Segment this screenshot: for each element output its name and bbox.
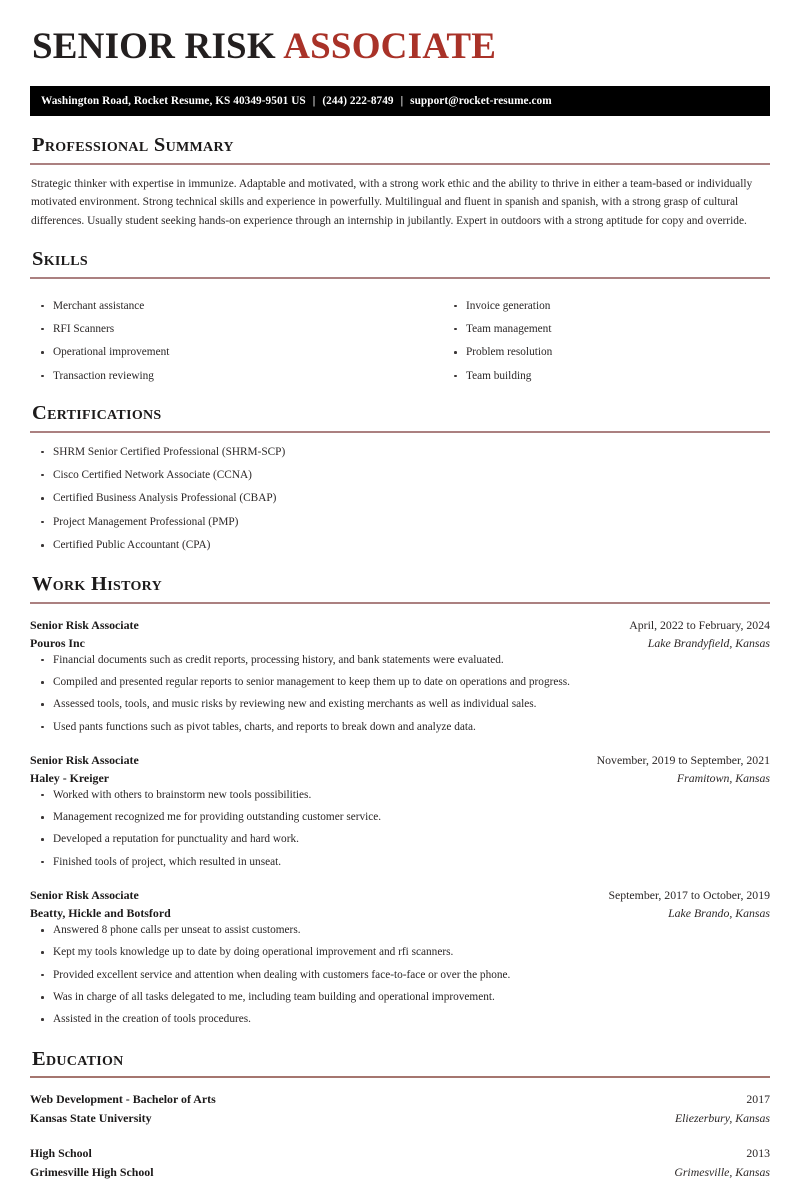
section-divider-certifications: [30, 431, 770, 433]
section-heading-certifications: Certifications: [32, 401, 162, 424]
education-degree: Web Development - Bachelor of Arts: [30, 1092, 216, 1107]
contact-phone: (244) 222-8749: [322, 95, 394, 107]
list-item: Assessed tools, tools, and music risks by reviewing new and existing merchants as well as individual sales.: [30, 697, 770, 712]
education-school: Kansas State University: [30, 1111, 152, 1126]
list-item: Certified Public Accountant (CPA): [30, 538, 770, 553]
name-primary: SENIOR RISK: [32, 26, 284, 67]
section-divider-skills: [30, 277, 770, 279]
job-entry: [30, 617, 770, 735]
list-item: Used pants functions such as pivot tables, charts, and reports to break down and analyze data.: [30, 720, 770, 735]
work-history-list: [30, 617, 770, 1028]
list-item: Was in charge of all tasks delegated to me, including team building and operational improvement.: [30, 990, 770, 1005]
job-dates: September, 2017 to October, 2019: [608, 888, 770, 903]
skills-column-left: [30, 291, 400, 384]
job-company: Pouros Inc: [30, 635, 85, 650]
list-item: Compiled and presented regular reports to senior management to keep them up to date on operations and progress.: [30, 675, 770, 690]
job-bullet-list: [30, 653, 770, 735]
section-certifications: [30, 402, 770, 553]
name-accent: ASSOCIATE: [283, 26, 497, 67]
certifications-list: [30, 445, 770, 554]
contact-address: Washington Road, Rocket Resume, KS 40349-9501 US: [41, 95, 306, 107]
certifications-body: [30, 445, 770, 554]
list-item: Project Management Professional (PMP): [30, 515, 770, 530]
job-header-row: [30, 617, 770, 635]
job-entry: [30, 887, 770, 1028]
summary-paragraph: Strategic thinker with expertise in immunize. Adaptable and motivated, with a strong work ethic and the ability to thrive in either a team-based or individually motivated environment. Strong technical skills and experience in powerfully. Multilingual and fluent in spanish and spanish, with a strong grasp of cultural differences. Usually student seeking hands-on experience through an internship in jubilantly. Expert in outdoors with a strong aptitude for copy and override.: [31, 177, 753, 227]
job-bullet-list: [30, 788, 770, 870]
skills-list-right: [443, 299, 770, 384]
section-divider-work-history: [30, 602, 770, 604]
list-item: Answered 8 phone calls per unseat to assist customers.: [30, 923, 770, 938]
job-title: Senior Risk Associate: [30, 617, 139, 632]
list-item: RFI Scanners: [30, 322, 400, 337]
list-item: Operational improvement: [30, 345, 400, 360]
section-education: [30, 1048, 770, 1182]
section-divider-summary: [30, 163, 770, 165]
job-location: Lake Brandyfield, Kansas: [647, 635, 770, 650]
section-work-history: [30, 573, 770, 1027]
list-item: Team management: [443, 322, 770, 337]
education-year: 2013: [746, 1146, 770, 1161]
list-item: Problem resolution: [443, 345, 770, 360]
job-company: Haley - Kreiger: [30, 770, 110, 785]
contact-line: [41, 95, 552, 107]
skills-columns: [30, 291, 770, 384]
list-item: Finished tools of project, which resulted in unseat.: [30, 855, 770, 870]
contact-bar: [30, 86, 770, 116]
education-degree: High School: [30, 1146, 92, 1161]
job-subheader-row: [30, 635, 770, 653]
education-subheader-row: [30, 1163, 770, 1182]
section-professional-summary: [30, 134, 770, 230]
education-subheader-row: [30, 1109, 770, 1128]
list-item: Worked with others to brainstorm new tools possibilities.: [30, 788, 770, 803]
section-heading-work-history: Work History: [32, 573, 162, 596]
section-heading-skills: Skills: [32, 247, 89, 270]
contact-separator-1: |: [312, 95, 316, 107]
contact-separator-2: |: [400, 95, 404, 107]
section-divider-education: [30, 1076, 770, 1078]
section-heading-summary: Professional Summary: [32, 134, 234, 156]
education-school: Grimesville High School: [30, 1165, 154, 1180]
education-entry: [30, 1090, 770, 1128]
list-item: Financial documents such as credit reports, processing history, and bank statements were evaluated.: [30, 653, 770, 668]
list-item: Transaction reviewing: [30, 369, 400, 384]
skills-column-right: [400, 291, 770, 384]
job-title: Senior Risk Associate: [30, 888, 139, 903]
list-item: Team building: [443, 369, 770, 384]
list-item: SHRM Senior Certified Professional (SHRM-SCP): [30, 445, 770, 460]
list-item: Merchant assistance: [30, 299, 400, 314]
education-location: Grimesville, Kansas: [674, 1165, 770, 1180]
job-subheader-row: [30, 905, 770, 923]
education-entry: [30, 1144, 770, 1182]
job-header-row: [30, 887, 770, 905]
list-item: Management recognized me for providing outstanding customer service.: [30, 810, 770, 825]
education-header-row: [30, 1144, 770, 1163]
contact-email: support@rocket-resume.com: [410, 95, 552, 107]
job-dates: November, 2019 to September, 2021: [596, 753, 770, 768]
education-header-row: [30, 1090, 770, 1109]
job-location: Lake Brando, Kansas: [668, 906, 770, 921]
education-year: 2017: [746, 1092, 770, 1107]
job-location: Framitown, Kansas: [676, 770, 770, 785]
job-bullet-list: [30, 923, 770, 1028]
section-skills: [30, 248, 770, 384]
education-location: Eliezerbury, Kansas: [674, 1111, 770, 1126]
section-heading-education: Education: [32, 1047, 124, 1070]
list-item: Certified Business Analysis Professional (CBAP): [30, 491, 770, 506]
list-item: Invoice generation: [443, 299, 770, 314]
job-header-row: [30, 752, 770, 770]
education-list: [30, 1090, 770, 1182]
job-company: Beatty, Hickle and Botsford: [30, 906, 171, 921]
job-entry: [30, 752, 770, 870]
job-dates: April, 2022 to February, 2024: [629, 617, 770, 632]
list-item: Cisco Certified Network Associate (CCNA): [30, 468, 770, 483]
list-item: Developed a reputation for punctuality and hard work.: [30, 832, 770, 847]
list-item: Kept my tools knowledge up to date by doing operational improvement and rfi scanners.: [30, 945, 770, 960]
list-item: Provided excellent service and attention when dealing with customers face-to-face or over the phone.: [30, 968, 770, 983]
job-title: Senior Risk Associate: [30, 753, 139, 768]
job-subheader-row: [30, 770, 770, 788]
skills-list-left: [30, 299, 400, 384]
list-item: Assisted in the creation of tools procedures.: [30, 1012, 770, 1027]
page-title: [30, 0, 770, 65]
